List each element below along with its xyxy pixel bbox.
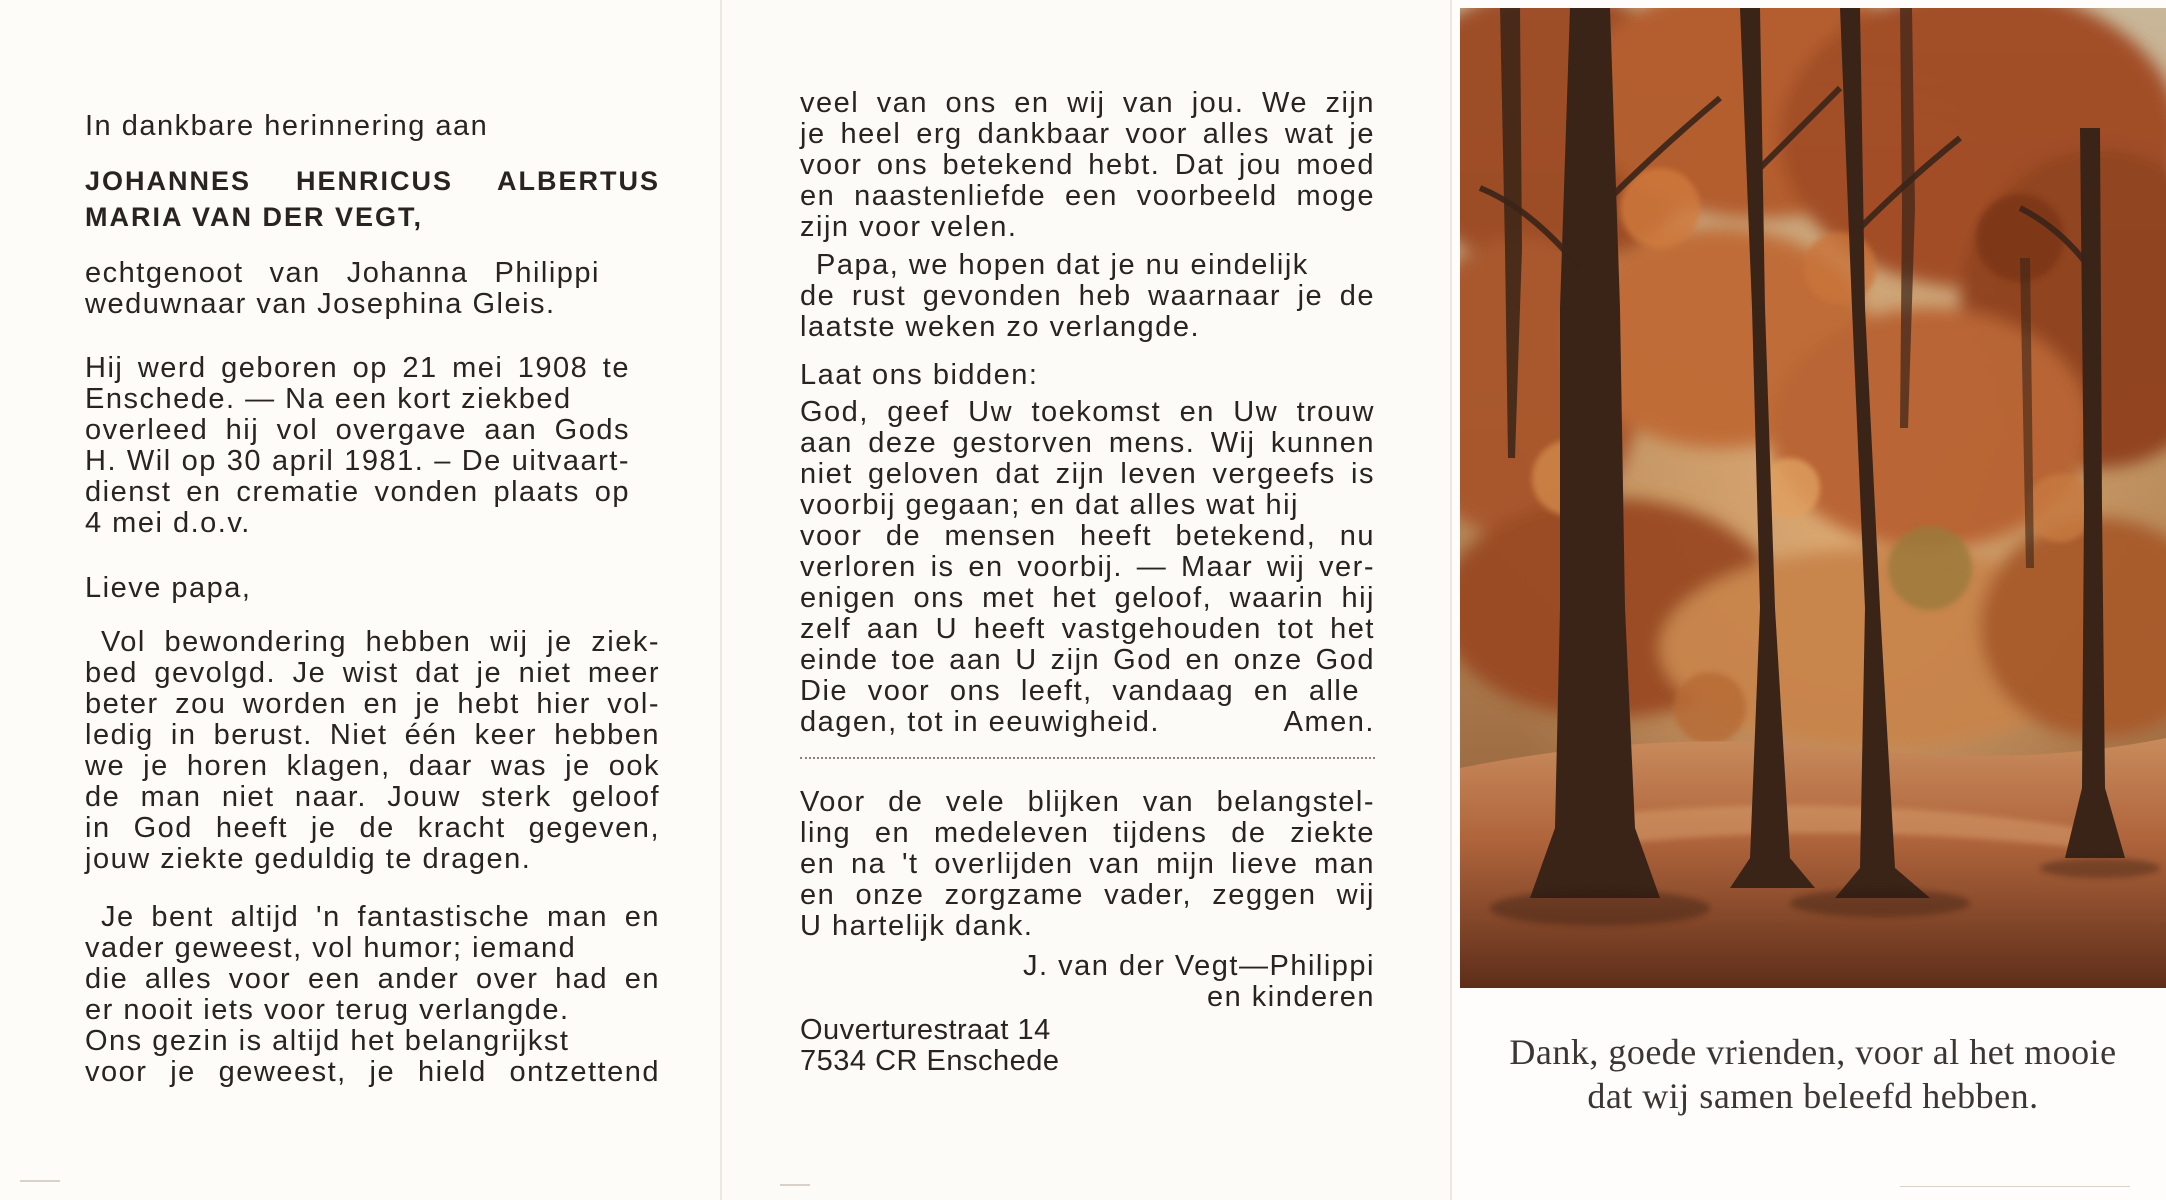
text-line: ling en medeleven tijdens de ziekte (800, 817, 1375, 849)
text-line: de rust gevonden heb waarnaar je de (800, 280, 1375, 312)
caption-line: Dank, goede vrienden, voor al het mooie (1509, 1032, 2117, 1072)
text-line: Papa, we hopen dat je nu eindelijk (816, 249, 1309, 281)
signature-line: en kinderen (1206, 981, 1375, 1013)
text-line: verloren is en voorbij. — Maar wij ver- (800, 551, 1375, 583)
text-line: U hartelijk dank. (800, 910, 1034, 942)
caption-line: dat wij samen beleefd hebben. (1587, 1076, 2039, 1116)
fold-line (720, 0, 722, 1200)
text-line: aan deze gestorven mens. Wij kunnen (800, 427, 1375, 459)
text-line: Ons gezin is altijd het belangrijkst (85, 1025, 570, 1057)
spouse-info (85, 258, 600, 320)
text-line: enigen ons met het geloof, waarin hij (800, 582, 1375, 614)
text-line: die alles voor een ander over had en (85, 963, 660, 995)
bio-paragraph (85, 353, 630, 539)
text-line: jouw ziekte geduldig te dragen. (85, 843, 532, 875)
signature (800, 951, 1375, 1013)
text-line: in God heeft je de kracht gegeven, (85, 812, 660, 844)
thanks-paragraph (800, 787, 1375, 942)
text-line: echtgenoot van Johanna Philippi (85, 257, 600, 289)
address-line: 7534 CR Enschede (800, 1045, 1060, 1077)
intro-text: In dankbare herinnering aan (85, 110, 489, 142)
deceased-name (85, 163, 660, 235)
address-line: Ouverturestraat 14 (800, 1014, 1051, 1046)
text-line: Voor de vele blijken van belangstel- (800, 786, 1375, 818)
text-line: dienst en crematie vonden plaats op (85, 476, 630, 508)
text-line (800, 707, 1375, 738)
paper-smudge (20, 1180, 60, 1182)
text-line: er nooit iets voor terug verlangde. (85, 994, 570, 1026)
letter-paragraph-1 (85, 627, 660, 875)
text-line: H. Wil op 30 april 1981. – De uitvaart- (85, 445, 630, 477)
text-line: overleed hij vol overgave aan Gods (85, 414, 630, 446)
text-line: ledig in berust. Niet één keer hebben (85, 719, 660, 751)
text-line: voor je geweest, je hield ontzettend (85, 1056, 660, 1088)
text-line: voor ons betekend hebt. Dat jou moed (800, 149, 1375, 181)
text-line: Hij werd geboren op 21 mei 1908 te (85, 352, 630, 384)
text-line: 4 mei d.o.v. (85, 507, 251, 539)
text-line: Die voor ons leeft, vandaag en alle (800, 675, 1360, 707)
letter-paragraph-2 (85, 902, 660, 1088)
letter-paragraph-3 (800, 88, 1375, 243)
fold-line (1450, 0, 1452, 1200)
text-line: Enschede. — Na een kort ziekbed (85, 383, 572, 415)
text-line: en naastenliefde een voorbeeld moge (800, 180, 1375, 212)
text-line: je heel erg dankbaar voor alles wat je (800, 118, 1375, 150)
text-line: niet geloven dat zijn leven vergeefs is (800, 458, 1375, 490)
salutation: Lieve papa, (85, 572, 252, 604)
text-line: voor de mensen heeft betekend, nu (800, 520, 1375, 552)
autumn-forest-photo (1460, 8, 2166, 988)
text-line: weduwnaar van Josephina Gleis. (85, 288, 556, 320)
dotted-divider (800, 757, 1375, 759)
text-line: vader geweest, vol humor; iemand (85, 932, 577, 964)
text-line: de man niet naar. Jouw sterk geloof (85, 781, 660, 813)
text-line: God, geef Uw toekomst en Uw trouw (800, 396, 1375, 428)
paper-smudge (1900, 1186, 2130, 1187)
prayer-intro: Laat ons bidden: (800, 359, 1039, 391)
paper-smudge (780, 1184, 810, 1186)
text-line: veel van ons en wij van jou. We zijn (800, 87, 1375, 119)
text-line: laatste weken zo verlangde. (800, 311, 1200, 343)
letter-paragraph-4 (800, 250, 1375, 343)
text-line: Vol bewondering hebben wij je ziek- (101, 626, 660, 658)
text-line: beter zou worden en je hebt hier vol- (85, 688, 660, 720)
text-line: voorbij gegaan; en dat alles wat hij (800, 489, 1299, 521)
signature-line: J. van der Vegt—Philippi (1023, 950, 1375, 982)
text-line: einde toe aan U zijn God en onze God (800, 644, 1375, 676)
address (800, 1015, 1375, 1077)
amen: Amen. (1283, 706, 1375, 738)
prayer-last-line: dagen, tot in eeuwigheid. (800, 706, 1160, 738)
text-line: en onze zorgzame vader, zeggen wij (800, 879, 1375, 911)
text-line: Je bent altijd 'n fantastische man en (101, 901, 660, 933)
prayer-text (800, 397, 1375, 738)
text-line: en na 't overlijden van mijn lieve man (800, 848, 1375, 880)
name-line: JOHANNES HENRICUS ALBERTUS (85, 166, 660, 196)
text-line: zelf aan U heeft vastgehouden tot het (800, 613, 1375, 645)
text-line: we je horen klagen, daar was je ook (85, 750, 660, 782)
name-line: MARIA VAN DER VEGT, (85, 202, 424, 232)
photo-caption (1460, 1030, 2166, 1118)
text-line: bed gevolgd. Je wist dat je niet meer (85, 657, 660, 689)
text-line: zijn voor velen. (800, 211, 1018, 243)
